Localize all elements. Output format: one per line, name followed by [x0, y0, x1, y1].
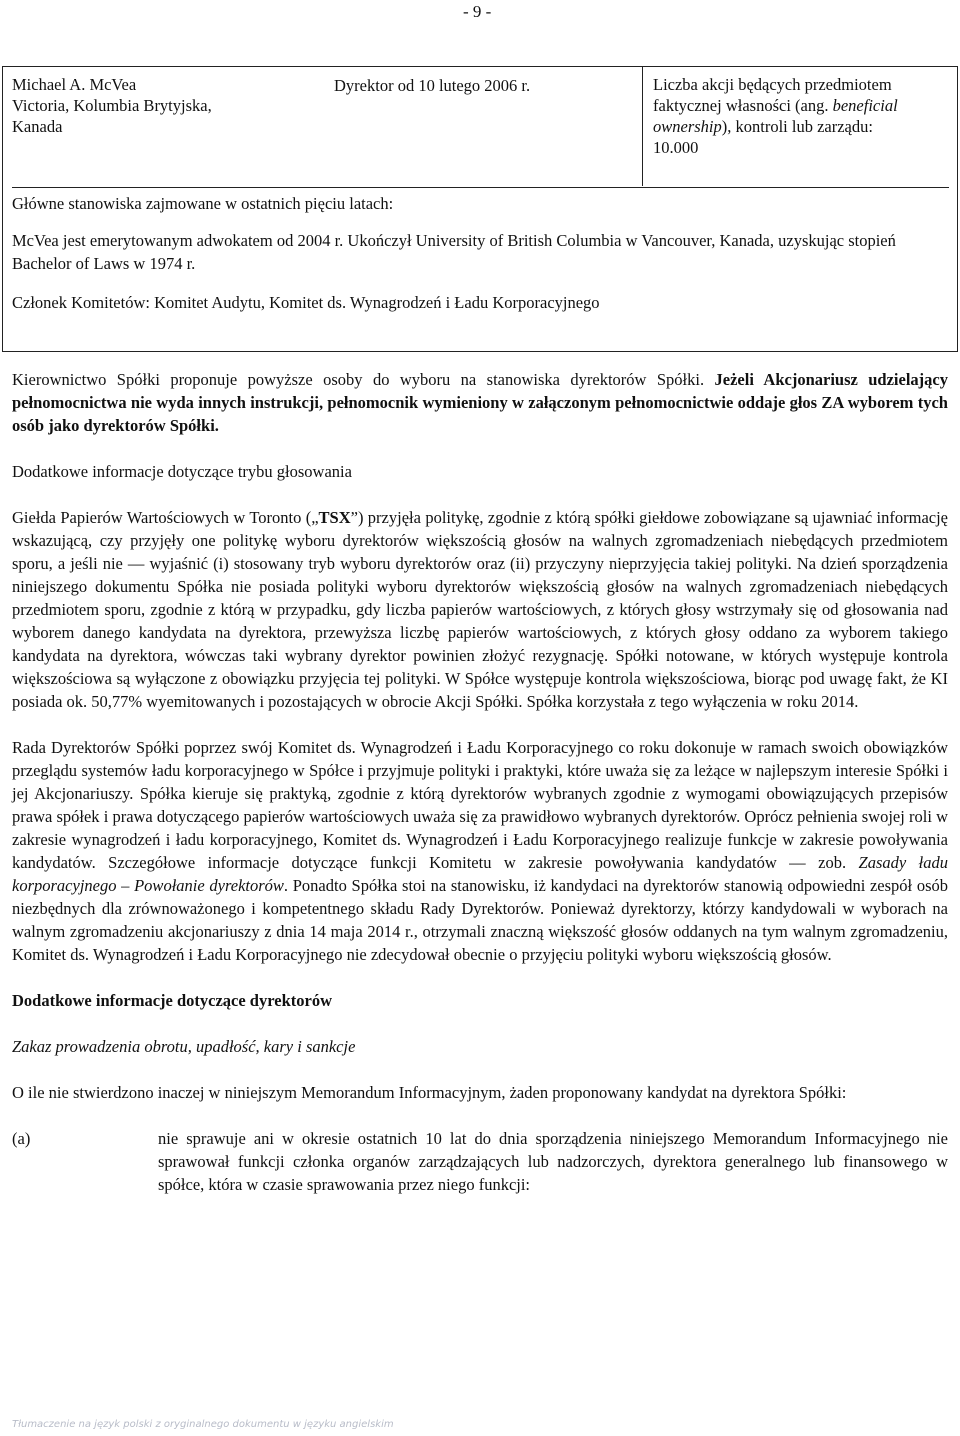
director-bio: McVea jest emerytowanym adwokatem od 2004 r. Ukończył University of British Columbia w Vancouver, Kanada, uzyskując stopień Bachelor of Laws w 1974 r. — [12, 231, 896, 273]
director-name-cell — [12, 74, 302, 137]
directors-intro: O ile nie stwierdzono inaczej w niniejszym Memorandum Informacyjnym, żaden proponowany kandydat na dyrektora Spółki: — [12, 1083, 847, 1102]
director-committees: Członek Komitetów: Komitet Audytu, Komitet ds. Wynagrodzeń i Ładu Korporacyjnego — [12, 293, 600, 312]
director-header-row — [3, 67, 957, 187]
list-item — [12, 1127, 948, 1196]
proposal-plain: Kierownictwo Spółki proponuje powyższe osoby do wyboru na stanowiska dyrektorów Spółki. — [12, 370, 715, 389]
shares-label-part2: ), kontroli lub zarządu: — [721, 117, 873, 136]
positions-label: Główne stanowiska zajmowane w ostatnich pięciu latach: — [12, 194, 394, 213]
shares-label-italic: beneficial ownership — [653, 96, 898, 136]
shares-label-part1: Liczba akcji będących przedmiotem faktycznej własności (ang. — [653, 75, 892, 115]
director-info-table — [2, 66, 958, 352]
directors-heading: Dodatkowe informacje dotyczące dyrektorów — [12, 991, 332, 1010]
voting-p1-bold: TSX — [318, 508, 351, 527]
director-bio-section — [12, 187, 949, 314]
list-item-marker: (a) — [12, 1129, 31, 1148]
directors-subheading: Zakaz prowadzenia obrotu, upadłość, kary i sankcje — [12, 1037, 356, 1056]
voting-paragraph-2 — [12, 736, 948, 966]
voting-p2-before: Rada Dyrektorów Spółki poprzez swój Komitet ds. Wynagrodzeń i Ładu Korporacyjnego co roku dokonuje w ramach swoich obowiązków przeglądu systemów ładu korporacyjnego w Spółce i przyjmuje polityki i praktyki, które uważa się za leżące w najlepszym interesie Spółki i jej Akcjonariuszy. Spółka kieruje się praktyką, zgodnie z którą dyrektorów wybranych zgodnie z wymogami obowiązujących przepisów prawa spółek i prawa dotyczącego papierów wartościowych uważa się za prawidłowo wybranych dyrektorów. Oprócz pełnienia swojej roli w zakresie wynagrodzeń i ładu korporacyjnego, Komitet ds. Wynagrodzeń i Ładu Korporacyjnego realizuje funkcje w zakresie powoływania kandydatów. Szczegółowe informacje dotyczące funkcji Komitetu w zakresie powoływania kandydatów — zob. — [12, 738, 948, 872]
shares-value: 10.000 — [653, 138, 699, 157]
director-name: Michael A. McVea — [12, 75, 137, 94]
document-body — [12, 368, 948, 1196]
voting-paragraph-1 — [12, 506, 948, 713]
voting-p2-italic: Zasady ładu korporacyjnego – Powołanie dyrektorów — [12, 853, 948, 895]
director-role: Dyrektor od 10 lutego 2006 r. — [334, 76, 531, 95]
footer-translation-note: Tłumaczenie na język polski z oryginalnego dokumentu w języku angielskim — [12, 1419, 394, 1430]
voting-heading: Dodatkowe informacje dotyczące trybu głosowania — [12, 462, 352, 481]
list-item-text: nie sprawuje ani w okresie ostatnich 10 lat do dnia sporządzenia niniejszego Memorandum Informacyjnego nie sprawował funkcji członka organów zarządzających lub nadzorczych, dyrektora generalnego lub finansowego w spółce, która w czasie sprawowania przez niego funkcji: — [158, 1129, 948, 1194]
voting-p1-after: ”) przyjęła politykę, zgodnie z którą spółki giełdowe zobowiązane są ujawniać informację wskazującą, czy przyjęły one politykę wyboru dyrektorów większością głosów na walnych zgromadzeniach niebędących przedmiotem sporu, a jeśli nie — wyjaśnić (i) stosowany tryb wyboru dyrektorów oraz (ii) przyczyny nieprzyjęcia takiej polityki. Na dzień sporządzenia niniejszego dokumentu Spółka nie posiada polityki wyboru dyrektorów większością głosów na walnych zgromadzeniach niebędących przedmiotem sporu, zgodnie z którą w przypadku, gdy liczba papierów wartościowych, z których głosy wstrzymały się od głosowania nad wyborem danego kandydata na dyrektora, przewyższa liczbę papierów wartościowych, z których głosy oddano za wyborem takiego kandydata na dyrektora, wówczas taki wybrany dyrektor powinien złożyć rezygnację. Spółki notowane, w których występuje kontrola większościowa są wyłączone z obowiązku przyjęcia tej polityki. W Spółce występuje kontrola większościowa, biorąc pod uwagę fakt, że KI posiada ok. 50,77% wyemitowanych i pozostających w obrocie Akcji Spółki. Spółka korzystała z tego wyłączenia w roku 2014. — [12, 508, 948, 711]
director-location-line2: Kanada — [12, 117, 63, 136]
voting-p1-before: Giełda Papierów Wartościowych w Toronto („ — [12, 508, 319, 527]
proposal-bold: Jeżeli Akcjonariusz udzielający pełnomocnictwa nie wyda innych instrukcji, pełnomocnik wymieniony w załączonym pełnomocnictwie oddaje głos ZA wyborem tych osób jako dyrektorów Spółki. — [12, 370, 948, 435]
director-shares-cell — [642, 67, 958, 186]
voting-p2-after: . Ponadto Spółka stoi na stanowisku, iż kandydaci na dyrektorów stanowią odpowiedni zespół osób niezbędnych dla zrównoważonego i kompetentnego składu Rady Dyrektorów. Ponieważ dyrektorzy, którzy kandydowali w wyborach na walnym zgromadzeniu akcjonariuszy z dnia 14 maja 2014 r., otrzymali znaczną większość głosów oddanych na tym walnym zgromadzeniu, Komitet ds. Wynagrodzeń i Ładu Korporacyjnego nie zdecydował obecnie o przyjęciu polityki wyboru większością głosów. — [12, 876, 948, 964]
page-number: - 9 - — [463, 2, 492, 21]
director-location-line1: Victoria, Kolumbia Brytyjska, — [12, 96, 212, 115]
proposal-paragraph — [12, 368, 948, 437]
